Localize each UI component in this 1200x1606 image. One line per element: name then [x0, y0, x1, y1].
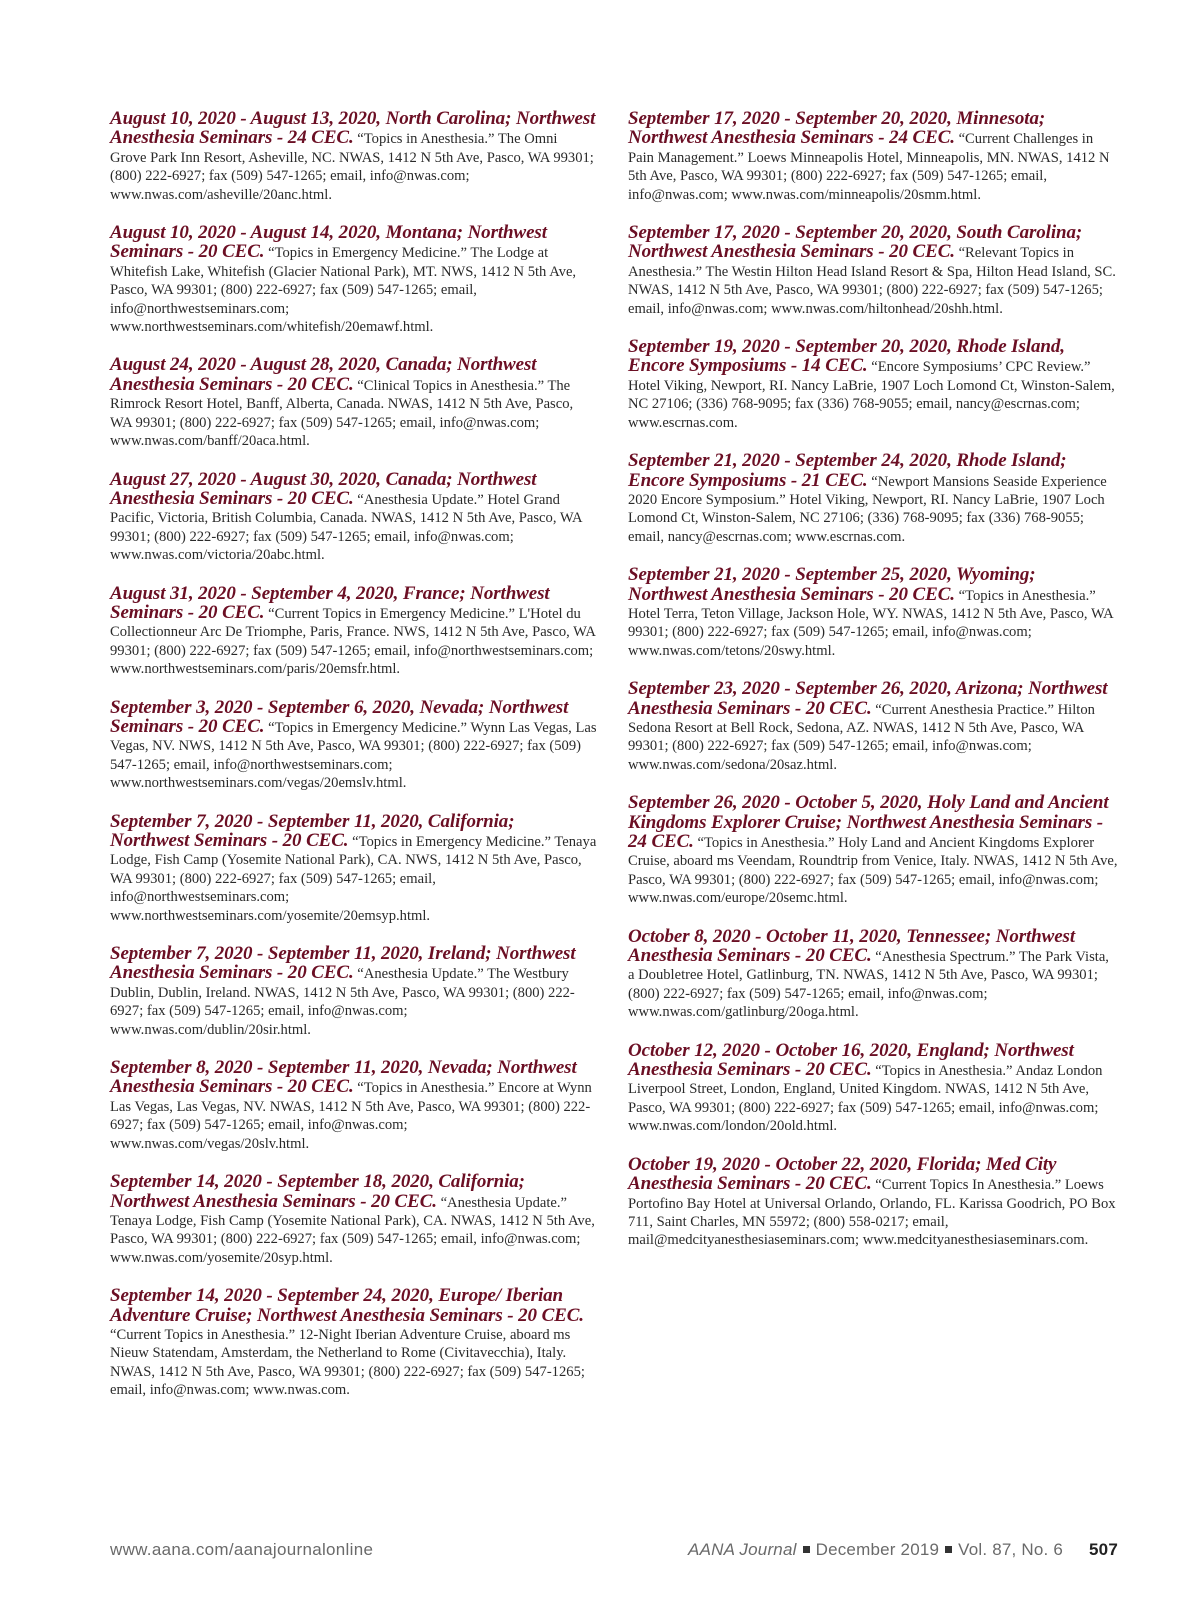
- entry-body: “Topics in Emergency Medicine.” Tenaya Lodge, Fish Camp (Yosemite National Park), CA. NWS, 1412 N 5th Ave, Pasco, WA 99301; (800) 222-6927; fax (509) 547-1265; email, info@northwestseminars.com; www.northwestseminars.com/yosemite/20emsyp.html.: [110, 834, 597, 924]
- entry-heading: August 27, 2020 - August 30, 2020, Canada; Northwest Anesthesia Seminars - 20 CEC.: [110, 468, 537, 509]
- listing-entry: [628, 680, 1118, 774]
- entry-body: “Current Anesthesia Practice.” Hilton Sedona Resort at Bell Rock, Sedona, AZ. NWAS, 1412 N 5th Ave, Pasco, WA 99301; (800) 222-6927; fax (509) 547-1265; email, info@nwas.com; www.nwas.com/sedona/20saz.html.: [628, 701, 1095, 773]
- entry-body: “Topics in Anesthesia.” Andaz London Liverpool Street, London, England, United Kingdom. NWAS, 1412 N 5th Ave, Pasco, WA 99301; (800) 222-6927; fax (509) 547-1265; email, info@nwas.com; www.nwas.com/london/20old.html.: [628, 1063, 1103, 1135]
- listing-entry: [110, 356, 597, 450]
- volume-issue: Vol. 87, No. 6: [958, 1540, 1064, 1559]
- entry-body: “Current Challenges in Pain Management.” Loews Minneapolis Hotel, Minneapolis, MN. NWAS, 1412 N 5th Ave, Pasco, WA 99301; (800) 222-6927; fax (509) 547-1265; email, info@nwas.com; www.nwas.com/minneapolis/20smm.html.: [628, 131, 1110, 203]
- entry-body: “Anesthesia Update.” Hotel Grand Pacific, Victoria, British Columbia, Canada. NWAS, 1412 N 5th Ave, Pasco, WA 99301; (800) 222-6927; fax (509) 547-1265; email, info@nwas.com; www.nwas.com/victoria/20abc.html.: [110, 491, 582, 564]
- journal-name: AANA Journal: [688, 1540, 797, 1559]
- entry-body: “Topics in Anesthesia.” Holy Land and Ancient Kingdoms Explorer Cruise, aboard ms Veendam, Roundtrip from Venice, Italy. NWAS, 1412 N 5th Ave, Pasco, WA 99301; (800) 222-6927; fax (509) 547-1265; email, info@nwas.com; www.nwas.com/europe/20semc.html.: [628, 835, 1118, 907]
- listing-entry: [110, 696, 597, 793]
- left-column: [110, 110, 597, 1420]
- listing-entry: [110, 1059, 597, 1153]
- page-number: 507: [1089, 1540, 1118, 1559]
- entry-heading: August 24, 2020 - August 28, 2020, Canada; Northwest Anesthesia Seminars - 20 CEC.: [110, 354, 537, 395]
- entry-body: “Current Topics In Anesthesia.” Loews Portofino Bay Hotel at Universal Orlando, Orlando, FL. Karissa Goodrich, PO Box 711, Saint Charles, MN 55972; (800) 558-0217; email, mail@medcityanesthesiaseminars.com; www.medcityanesthesiaseminars.com.: [628, 1177, 1116, 1249]
- entry-heading: August 10, 2020 - August 14, 2020, Montana; Northwest Seminars - 20 CEC.: [110, 222, 547, 263]
- listing-entry: [110, 1173, 597, 1267]
- entry-heading: September 14, 2020 - September 24, 2020, Europe/ Iberian Adventure Cruise; Northwest Anesthesia Seminars - 20 CEC.: [110, 1285, 584, 1326]
- entry-heading: September 8, 2020 - September 11, 2020, Nevada; Northwest Anesthesia Seminars - 20 CEC.: [110, 1057, 577, 1098]
- square-bullet-icon: [803, 1546, 810, 1553]
- entry-heading: September 7, 2020 - September 11, 2020, Ireland; Northwest Anesthesia Seminars - 20 CEC.: [110, 943, 576, 984]
- journal-url[interactable]: www.aana.com/aanajournalonline: [110, 1540, 374, 1559]
- right-column: [628, 110, 1118, 1270]
- entry-body: “Current Topics in Emergency Medicine.” L'Hotel du Collectionneur Arc De Triomphe, Paris, France. NWS, 1412 N 5th Ave, Pasco, WA 99301; (800) 222-6927; fax (509) 547-1265; email, info@northwestseminars.com; www.northwestseminars.com/paris/20emsfr.html.: [110, 605, 596, 678]
- entry-heading: September 23, 2020 - September 26, 2020, Arizona; Northwest Anesthesia Seminars - 20 CEC.: [628, 678, 1108, 719]
- listing-entry: [628, 925, 1118, 1022]
- entry-body: “Encore Symposiums’ CPC Review.” Hotel Viking, Newport, RI. Nancy LaBrie, 1907 Loch Lomond Ct, Winston-Salem, NC 27106; (336) 768-9095; fax (336) 768-9055; email, nancy@escrnas.com; www.escrnas.com.: [628, 359, 1115, 431]
- entry-heading: September 3, 2020 - September 6, 2020, Nevada; Northwest Seminars - 20 CEC.: [110, 696, 569, 737]
- issue-date: December 2019: [815, 1540, 940, 1559]
- listing-entry: [628, 794, 1118, 907]
- entry-body: “Newport Mansions Seaside Experience 2020 Encore Symposium.” Hotel Viking, Newport, RI. Nancy LaBrie, 1907 Loch Lomond Ct, Winston-Salem, NC 27106; (336) 768-9095; fax (336) 768-9055; email, nancy@escrnas.com; www.escrnas.com.: [628, 473, 1107, 545]
- entry-heading: September 21, 2020 - September 24, 2020, Rhode Island; Encore Symposiums - 21 CEC.: [628, 450, 1067, 491]
- listing-entry: [110, 1287, 597, 1399]
- entry-heading: September 21, 2020 - September 25, 2020, Wyoming; Northwest Anesthesia Seminars - 20 CEC.: [628, 564, 1036, 605]
- listing-entry: [110, 110, 597, 204]
- listing-entry: [110, 582, 597, 679]
- entry-heading: September 14, 2020 - September 18, 2020, California; Northwest Anesthesia Seminars - 20 CEC.: [110, 1171, 525, 1212]
- entry-heading: October 12, 2020 - October 16, 2020, England; Northwest Anesthesia Seminars - 20 CEC.: [628, 1039, 1074, 1081]
- entry-body: “Anesthesia Update.” The Westbury Dublin, Dublin, Ireland. NWAS, 1412 N 5th Ave, Pasco, WA 99301; (800) 222-6927; fax (509) 547-1265; email, info@nwas.com; www.nwas.com/dublin/20sir.html.: [110, 966, 575, 1038]
- entry-body: “Topics in Anesthesia.” Hotel Terra, Teton Village, Jackson Hole, WY. NWAS, 1412 N 5th Ave, Pasco, WA 99301; (800) 222-6927; fax (509) 547-1265; email, info@nwas.com; www.nwas.com/tetons/20swy.html.: [628, 587, 1113, 659]
- listing-entry: [110, 810, 597, 925]
- square-bullet-icon: [945, 1546, 952, 1553]
- journal-citation: [688, 1540, 1118, 1560]
- listing-entry: [628, 452, 1118, 546]
- listing-entry: [110, 468, 597, 565]
- entry-body: “Topics in Anesthesia.” The Omni Grove Park Inn Resort, Asheville, NC. NWAS, 1412 N 5th Ave, Pasco, WA 99301; (800) 222-6927; fax (509) 547-1265; email, info@nwas.com; www.nwas.com/asheville/20anc.html.: [110, 131, 594, 203]
- page-footer: [110, 1540, 1118, 1564]
- entry-heading: October 19, 2020 - October 22, 2020, Florida; Med City Anesthesia Seminars - 20 CEC.: [628, 1153, 1057, 1195]
- entry-heading: August 31, 2020 - September 4, 2020, France; Northwest Seminars - 20 CEC.: [110, 582, 550, 623]
- entry-body: “Topics in Anesthesia.” Encore at Wynn Las Vegas, Las Vegas, NV. NWAS, 1412 N 5th Ave, Pasco, WA 99301; (800) 222-6927; fax (509) 547-1265; email, info@nwas.com; www.nwas.com/vegas/20slv.html.: [110, 1080, 592, 1152]
- entry-heading: September 7, 2020 - September 11, 2020, California; Northwest Seminars - 20 CEC.: [110, 810, 515, 851]
- listing-entry: [628, 110, 1118, 204]
- entry-body: “Anesthesia Update.” Tenaya Lodge, Fish Camp (Yosemite National Park), CA. NWAS, 1412 N 5th Ave, Pasco, WA 99301; (800) 222-6927; fax (509) 547-1265; email, info@nwas.com; www.nwas.com/yosemite/20syp.html.: [110, 1194, 595, 1266]
- listing-entry: [110, 945, 597, 1039]
- entry-body: “Topics in Emergency Medicine.” The Lodge at Whitefish Lake, Whitefish (Glacier National Park), MT. NWS, 1412 N 5th Ave, Pasco, WA 99301; (800) 222-6927; fax (509) 547-1265; email, info@northwestseminars.com; www.northwestseminars.com/whitefish/20emawf.html.: [110, 245, 577, 336]
- entry-body: “Topics in Emergency Medicine.” Wynn Las Vegas, Las Vegas, NV. NWS, 1412 N 5th Ave, Pasco, WA 99301; (800) 222-6927; fax (509) 547-1265; email, info@northwestseminars.com; www.northwestseminars.com/vegas/20emslv.html.: [110, 719, 597, 792]
- entry-heading: August 10, 2020 - August 13, 2020, North Carolina; Northwest Anesthesia Seminars - 24 CEC.: [110, 108, 596, 149]
- listing-entry: [628, 1039, 1118, 1136]
- listing-entry: [628, 1153, 1118, 1250]
- entry-body: “Current Topics in Anesthesia.” 12-Night Iberian Adventure Cruise, aboard ms Nieuw Statendam, Amsterdam, the Netherland to Rome (Civitavecchia), Italy. NWAS, 1412 N 5th Ave, Pasco, WA 99301; (800) 222-6927; fax (509) 547-1265; email, info@nwas.com; www.nwas.com.: [110, 1326, 585, 1399]
- entry-heading: September 26, 2020 - October 5, 2020, Holy Land and Ancient Kingdoms Explorer Cruise; Northwest Anesthesia Seminars - 24 CEC.: [628, 792, 1109, 852]
- entry-body: “Anesthesia Spectrum.” The Park Vista, a Doubletree Hotel, Gatlinburg, TN. NWAS, 1412 N 5th Ave, Pasco, WA 99301; (800) 222-6927; fax (509) 547-1265; email, info@nwas.com; www.nwas.com/gatlinburg/20oga.html.: [628, 949, 1109, 1021]
- entry-heading: September 17, 2020 - September 20, 2020, Minnesota; Northwest Anesthesia Seminars - 24 CEC.: [628, 108, 1046, 149]
- entry-body: “Relevant Topics in Anesthesia.” The Westin Hilton Head Island Resort & Spa, Hilton Head Island, SC. NWAS, 1412 N 5th Ave, Pasco, WA 99301; (800) 222-6927; fax (509) 547-1265; email, info@nwas.com; www.nwas.com/hiltonhead/20shh.html.: [628, 245, 1116, 317]
- entry-body: “Clinical Topics in Anesthesia.” The Rimrock Resort Hotel, Banff, Alberta, Canada. NWAS, 1412 N 5th Ave, Pasco, WA 99301; (800) 222-6927; fax (509) 547-1265; email, info@nwas.com; www.nwas.com/banff/20aca.html.: [110, 377, 574, 450]
- listing-entry: [628, 338, 1118, 432]
- listing-entry: [110, 224, 597, 336]
- entry-heading: September 19, 2020 - September 20, 2020, Rhode Island, Encore Symposiums - 14 CEC.: [628, 336, 1065, 377]
- listing-entry: [628, 224, 1118, 318]
- entry-heading: October 8, 2020 - October 11, 2020, Tennessee; Northwest Anesthesia Seminars - 20 CEC.: [628, 925, 1076, 967]
- entry-heading: September 17, 2020 - September 20, 2020, South Carolina; Northwest Anesthesia Seminars - 20 CEC.: [628, 222, 1083, 263]
- listing-entry: [628, 566, 1118, 660]
